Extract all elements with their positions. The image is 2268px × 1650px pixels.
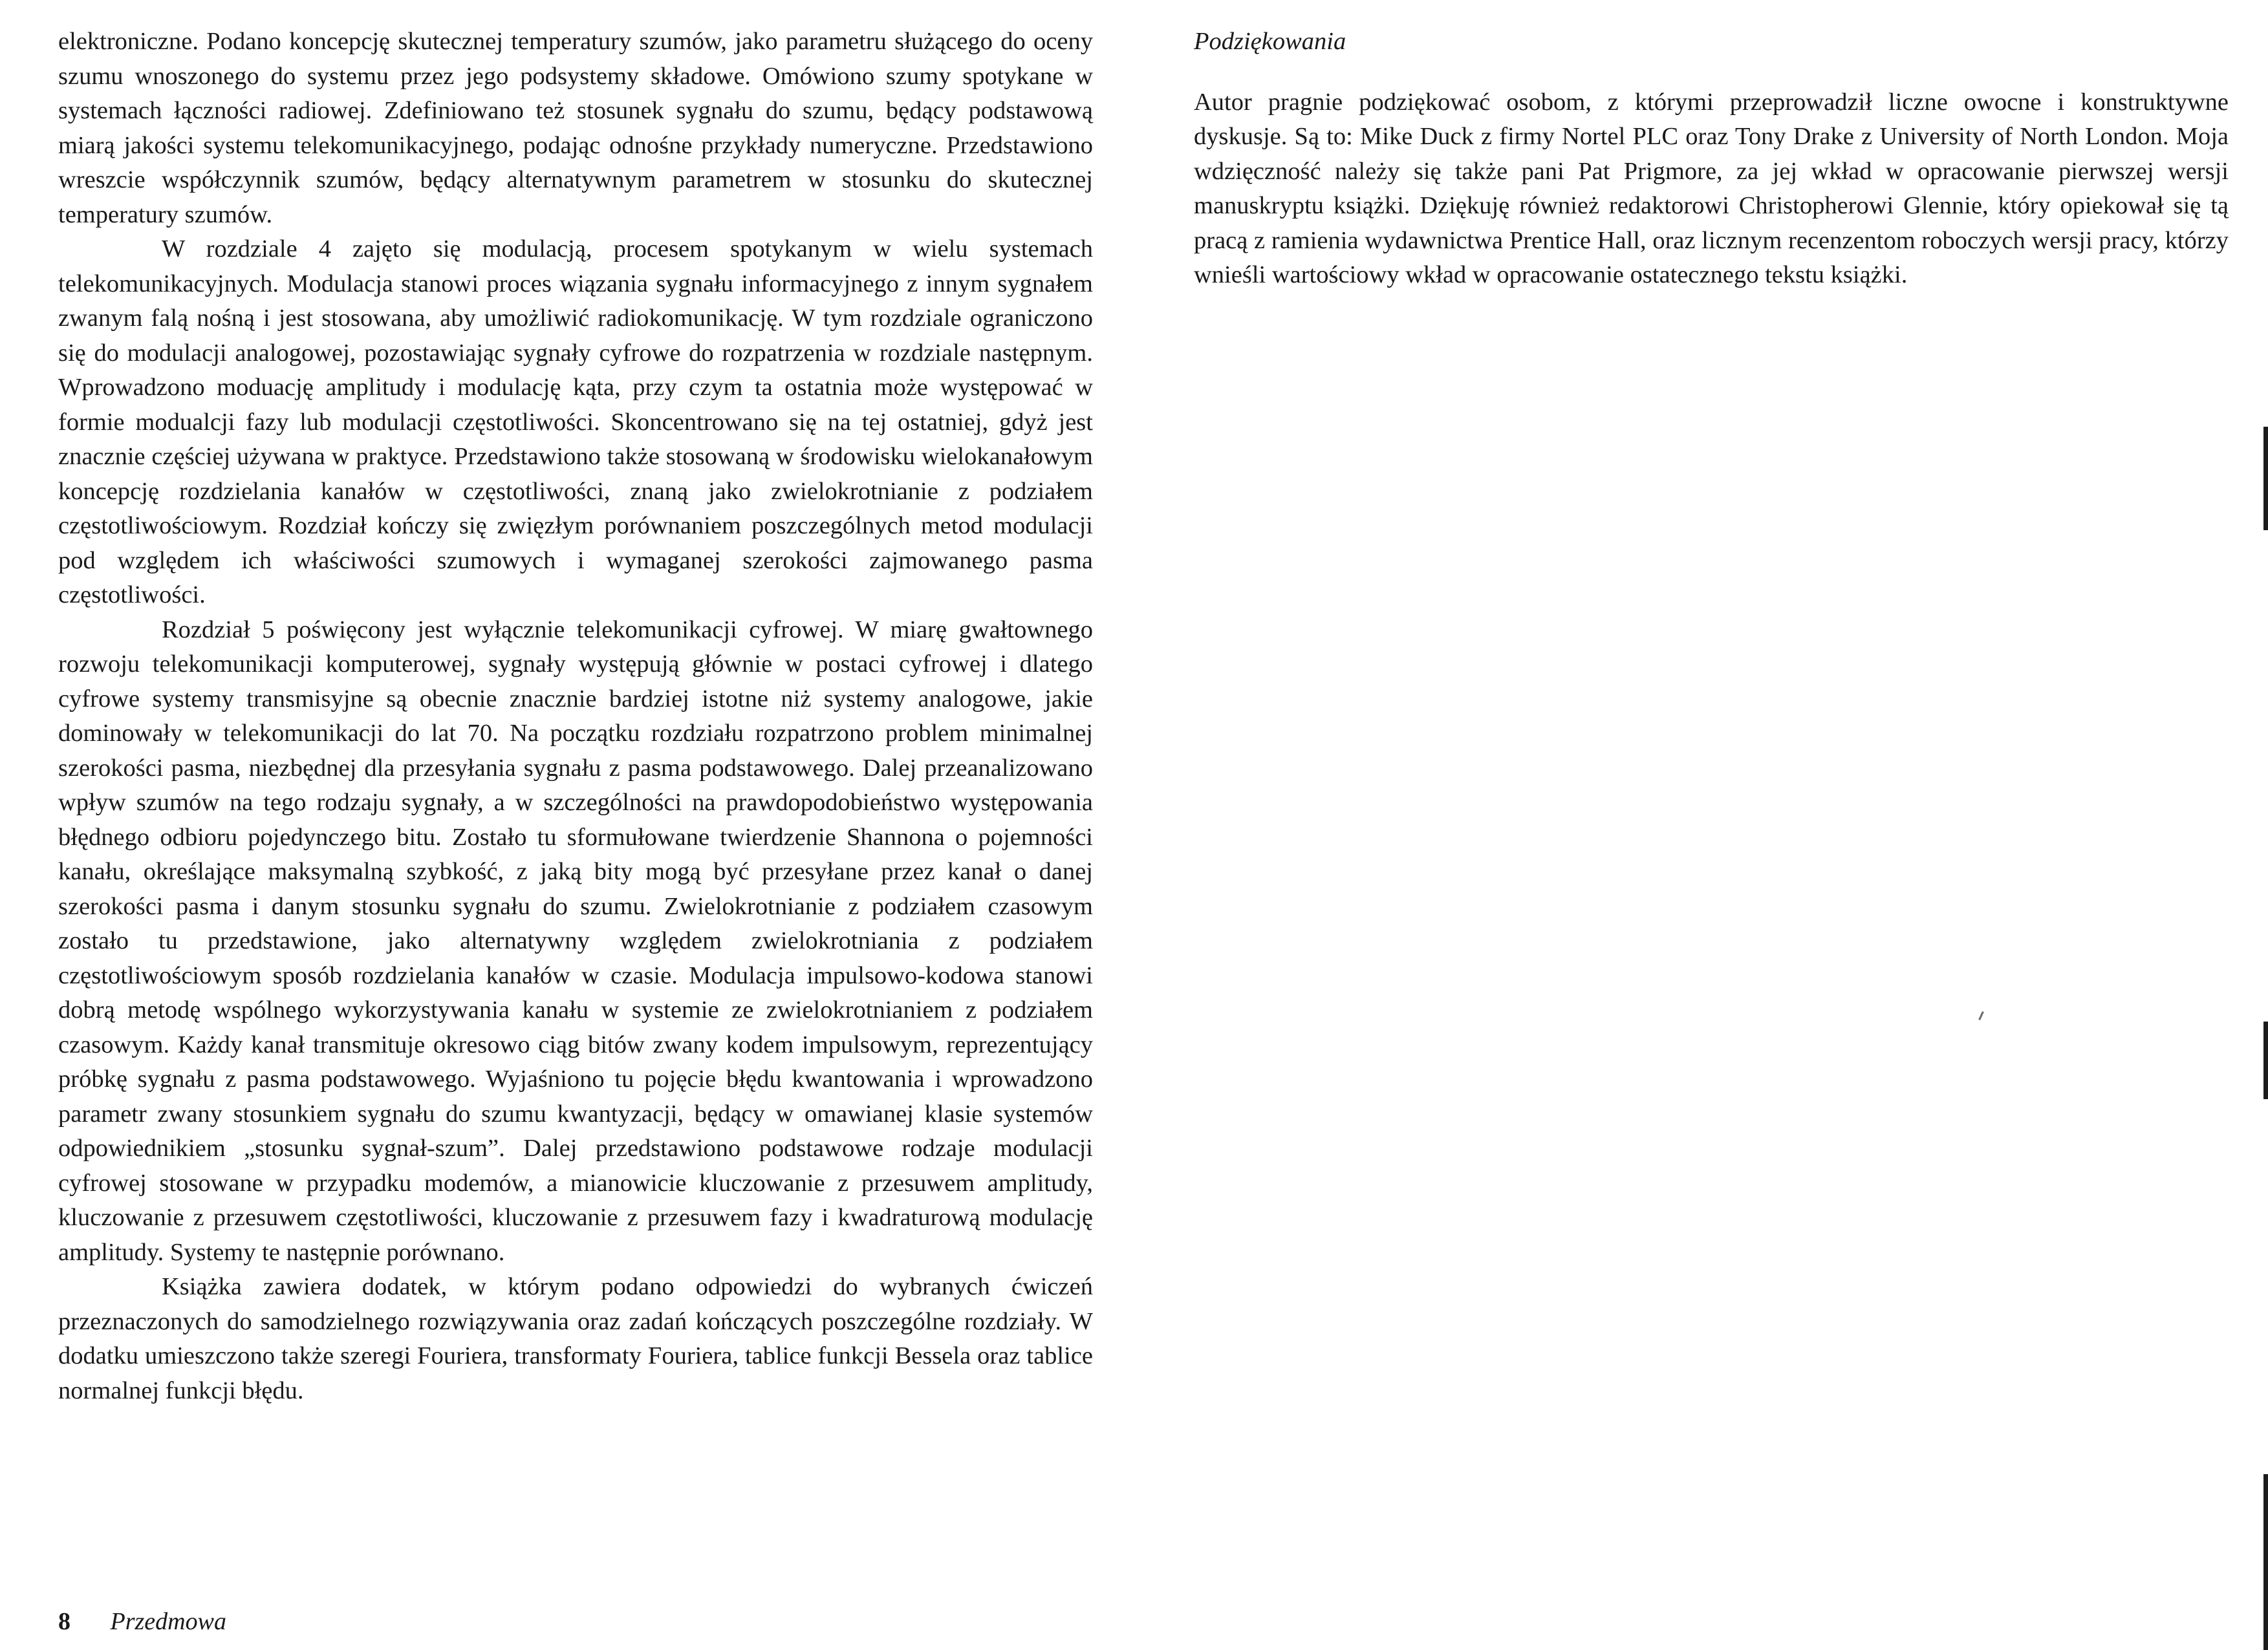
page-edge-shadow xyxy=(2263,427,2268,530)
page-number: 8 xyxy=(58,1608,70,1635)
paragraph-chapter-4-modulation: W rozdziale 4 zajęto się modulacją, procesem spotykanym w wielu systemach telekomunikacyjnych. Modulacja stanowi proces wiązania sygnału informacyjnego z innym sygnałem zwanym falą nośną i jest stosowana, aby umożliwić radiokomunikację. W tym rozdziale ograniczono się do modulacji analogowej, pozostawiając sygnały cyfrowe do rozpatrzenia w rozdziale następnym. Wprowadzono moduację amplitudy i modulację kąta, przy czym ta ostatnia może występować w formie modualcji fazy lub modulacji częstotliwości. Skoncentrowano się na tej ostatniej, gdyż jest znacznie częściej używana w praktyce. Przedstawiono także stosowaną w środowisku wielokanałowym koncepcję rozdzielania kanałów w częstotliwości, znaną jako zwielokrotnianie z podziałem częstotliwościowym. Rozdział kończy się zwięzłym porównaniem poszczególnych metod modulacji pod względem ich właściwości szumowych i wymaganej szerokości zajmowanego pasma częstotliwości. xyxy=(58,235,1093,608)
left-page xyxy=(58,25,1093,1622)
page-edge-shadow xyxy=(2263,1474,2268,1650)
scan-speck xyxy=(1978,1011,1984,1020)
acknowledgements-heading: Podziękowania xyxy=(1194,28,1346,55)
page-edge-shadow xyxy=(2263,1022,2268,1099)
right-page xyxy=(1194,25,2229,293)
page-footer xyxy=(58,1602,226,1641)
paragraph-appendix: Książka zawiera dodatek, w którym podano odpowiedzi do wybranych ćwiczeń przeznaczonych do samodzielnego rozwiązywania oraz zadań kończących poszczególne rozdziały. W dodatku umieszczono także szeregi Fouriera, transformaty Fouriera, tablice funkcji Bessela oraz tablice normalnej funkcji błędu. xyxy=(58,1273,1093,1404)
acknowledgements-paragraph: Autor pragnie podziękować osobom, z którymi przeprowadził liczne owocne i konstruktywne dyskusje. Są to: Mike Duck z firmy Nortel PLC oraz Tony Drake z University of North London. Moja wdzięczność należy się także pani Pat Prigmore, za jej wkład w opracowanie pierwszej wersji manuskryptu książki. Dziękuję również redaktorowi Christopherowi Glennie, który opiekował się tą pracą z ramienia wydawnictwa Prentice Hall, oraz licznym recenzentom roboczych wersji pracy, którzy wnieśli wartościowy wkład w opracowanie ostatecznego tekstu książki. xyxy=(1194,88,2229,288)
running-title: Przedmowa xyxy=(110,1608,226,1635)
paragraph-noise-summary: elektroniczne. Podano koncepcję skutecznej temperatury szumów, jako parametru służącego do oceny szumu wnoszonego do systemu przez jego podsystemy składowe. Omówiono szumy spotykane w systemach łączności radiowej. Zdefiniowano też stosunek sygnału do szumu, będący podstawową miarą jakości systemu telekomunikacyjnego, podając odnośne przykłady numeryczne. Przedstawiono wreszcie współczynnik szumów, będący alternatywnym parametrem w stosunku do skutecznej temperatury szumów. xyxy=(58,28,1093,228)
paragraph-chapter-5-digital: Rozdział 5 poświęcony jest wyłącznie telekomunikacji cyfrowej. W miarę gwałtownego rozwoju telekomunikacji komputerowej, sygnały występują głównie w postaci cyfrowej i dlatego cyfrowe systemy transmisyjne są obecnie znacznie bardziej istotne niż systemy analogowe, jakie dominowały w telekomunikacji do lat 70. Na początku rozdziału rozpatrzono problem minimalnej szerokości pasma, niezbędnej dla przesyłania sygnału z pasma podstawowego. Dalej przeanalizowano wpływ szumów na tego rodzaju sygnały, a w szczególności na prawdopodobieństwo występowania błędnego odbioru pojedynczego bitu. Zostało tu sformułowane twierdzenie Shannona o pojemności kanału, określające maksymalną szybkość, z jaką bity mogą być przesyłane przez kanał o danej szerokości pasma i danym stosunku sygnału do szumu. Zwielokrotnianie z podziałem czasowym zostało tu przedstawione, jako alternatywny względem zwielokrotniania z podziałem częstotliwościowym sposób rozdzielania kanałów w czasie. Modulacja impulsowo-kodowa stanowi dobrą metodę wspólnego wykorzystywania kanału w systemie ze zwielokrotnianiem z podziałem czasowym. Każdy kanał transmituje okresowo ciąg bitów zwany kodem impulsowym, reprezentujący próbkę sygnału z pasma podstawowego. Wyjaśniono tu pojęcie błędu kwantowania i wprowadzono parametr zwany stosunkiem sygnału do szumu kwantyzacji, będący w omawianej klasie systemów odpowiednikiem „stosunku sygnał-szum”. Dalej przedstawiono podstawowe rodzaje modulacji cyfrowej stosowane w przypadku modemów, a mianowicie kluczowanie z przesuwem amplitudy, kluczowanie z przesuwem częstotliwości, kluczowanie z przesuwem fazy i kwadraturową modulację amplitudy. Systemy te następnie porównano. xyxy=(58,616,1093,1266)
